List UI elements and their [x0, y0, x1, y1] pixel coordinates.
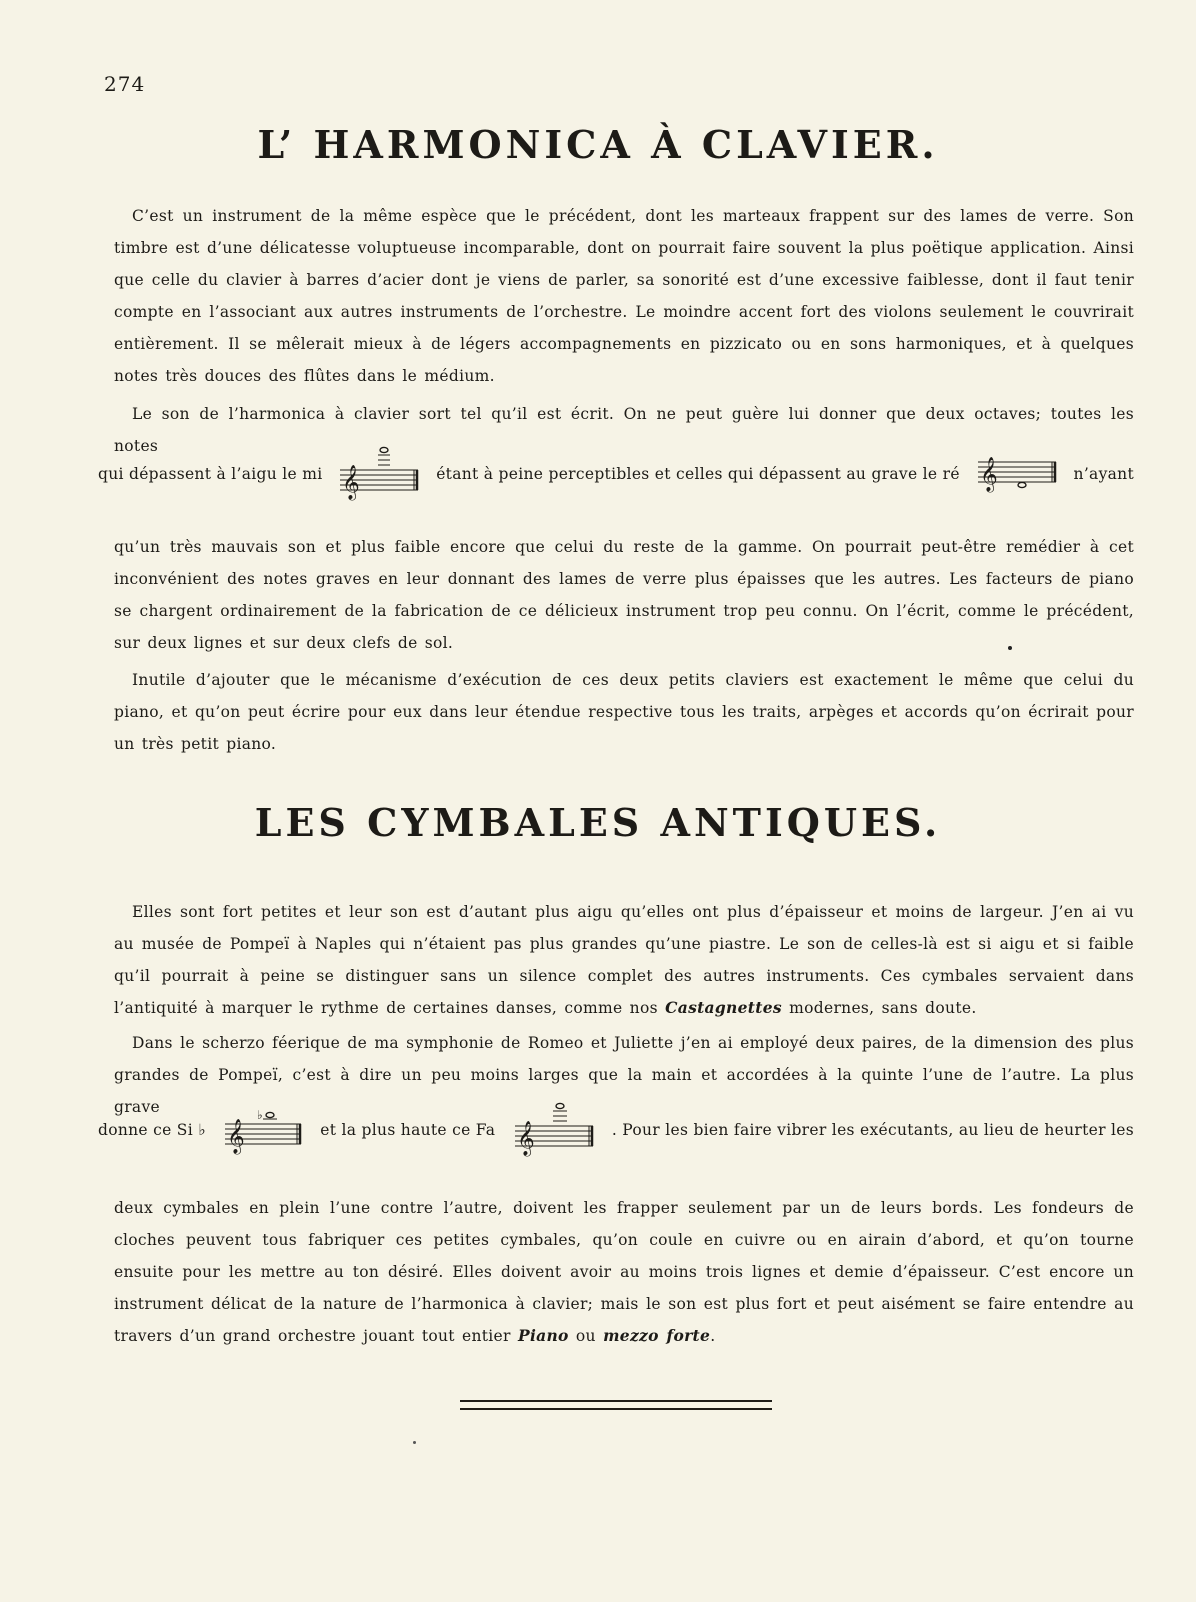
staff-si-flat-icon	[223, 1102, 303, 1158]
ink-dot	[1008, 646, 1012, 650]
page-number: 274	[104, 72, 146, 96]
paragraph-text: qu’un très mauvais son et plus faible encore que celui du reste de la gamme. On pourrait peut-être remédier à cet inconvénient des notes graves en leur donnant des lames de verre plus épaisses que les autres. Les facteurs de piano se chargent ordinairement de la fabrication de ce délicieux instrument trop peu connu. On l’écrit, comme le précédent, sur deux lignes et sur deux clefs de sol.	[114, 538, 1134, 652]
paragraph-text: étant à peine perceptibles et celles qui dépassent au grave le ré	[436, 465, 960, 483]
paragraph-text: et la plus haute ce Fa	[320, 1121, 496, 1139]
paragraph-text: Le son de l’harmonica à clavier sort tel qu’il est écrit. On ne peut guère lui donner que deux octaves; toutes les notes	[114, 405, 1134, 455]
end-rule	[460, 1400, 772, 1410]
paragraph-text: qui dépassent à l’aigu le mi	[98, 465, 323, 483]
music-example-line-1	[98, 446, 1134, 502]
svg-text:𝄞: 𝄞	[516, 1121, 535, 1156]
paragraph-harmonica-3	[114, 664, 1134, 760]
paragraph-harmonica-2-rest	[114, 531, 1134, 659]
paragraph-text: donne ce Si ♭	[98, 1121, 206, 1139]
paragraph-text: Dans le scherzo féerique de ma symphonie de Romeo et Juliette j’en ai employé deux paires, de la dimension des plus grandes de Pompeï, c’est à dire un peu moins larges que la main et accordées à la quinte l’une de l’autre. La plus grave	[114, 1034, 1134, 1116]
paragraph-cymbales-1	[114, 896, 1134, 1024]
paragraph-text: Inutile d’ajouter que le mécanisme d’exécution de ces deux petits claviers est exactement le même que celui du piano, et qu’on peut écrire pour eux dans leur étendue respective tous les traits, arpèges et accords qu’on écrirait pour un très petit piano.	[114, 671, 1134, 753]
paragraph-text: modernes, sans doute.	[789, 999, 977, 1017]
paragraph-text: .	[710, 1327, 716, 1345]
paragraph-harmonica-1	[114, 200, 1134, 392]
paragraph-text: deux cymbales en plein l’une contre l’autre, doivent les frapper seulement par un de leurs bords. Les fondeurs de cloches peuvent tous fabriquer ces petites cymbales, qu’on coule en cuivre ou en airain d’abord, et qu’on tourne ensuite pour les mettre au ton désiré. Elles doivent avoir au moins trois lignes et demie d’épaisseur. C’est encore un instrument délicat de la nature de l’harmonica à clavier; mais le son est plus fort et peut aisément se faire entendre au travers d’un grand orchestre jouant tout entier	[114, 1199, 1134, 1345]
staff-high-mi-icon	[338, 446, 420, 502]
paragraph-cymbales-2-rest	[114, 1192, 1134, 1352]
paragraph-text: . Pour les bien faire vibrer les exécutants, au lieu de heurter les	[611, 1121, 1134, 1139]
music-example-line-2	[98, 1100, 1134, 1160]
italic-term: Castagnettes	[665, 998, 782, 1017]
italic-term-piano: Piano	[517, 1326, 569, 1345]
svg-text:♭: ♭	[257, 1108, 264, 1122]
paragraph-text: Elles sont fort petites et leur son est d’autant plus aigu qu’elles ont plus d’épaisseur et moins de largeur. J’en ai vu au musée de Pompeï à Naples qui n’étaient pas plus grandes qu’une piastre. Le son de celles-là est si aigu et si faible qu’il pourrait à peine se distinguer sans un silence complet des autres instruments. Ces cymbales servaient dans l’antiquité à marquer le rythme de certaines danses, comme nos	[114, 903, 1134, 1017]
section-title-cymbales: LES CYMBALES ANTIQUES.	[254, 800, 942, 845]
paragraph-text: n’ayant	[1073, 465, 1134, 483]
paragraph-text: C’est un instrument de la même espèce que le précédent, dont les marteaux frappent sur des lames de verre. Son timbre est d’une délicatesse voluptueuse incomparable, dont on pourrait faire souvent la plus poëtique application. Ainsi que celle du clavier à barres d’acier dont je viens de parler, sa sonorité est d’une excessive faiblesse, dont il faut tenir compte en l’associant aux autres instruments de l’orchestre. Le moindre accent fort des violons seulement le couvrirait entièrement. Il se mêlerait mieux à de légers accompagnements en pizzicato ou en sons harmoniques, et à quelques notes très douces des flûtes dans le médium.	[114, 207, 1134, 385]
italic-term-mezzo-forte: mezzo forte	[603, 1326, 711, 1345]
ink-dot	[413, 1441, 416, 1444]
svg-text:𝄞: 𝄞	[979, 457, 998, 492]
svg-text:𝄞: 𝄞	[342, 465, 361, 500]
svg-text:𝄞: 𝄞	[227, 1119, 246, 1154]
paragraph-text: ou	[575, 1327, 596, 1345]
staff-high-fa-icon	[513, 1100, 595, 1160]
section-title-harmonica: L’ HARMONICA À CLAVIER.	[257, 122, 939, 167]
staff-low-re-icon	[976, 446, 1058, 502]
